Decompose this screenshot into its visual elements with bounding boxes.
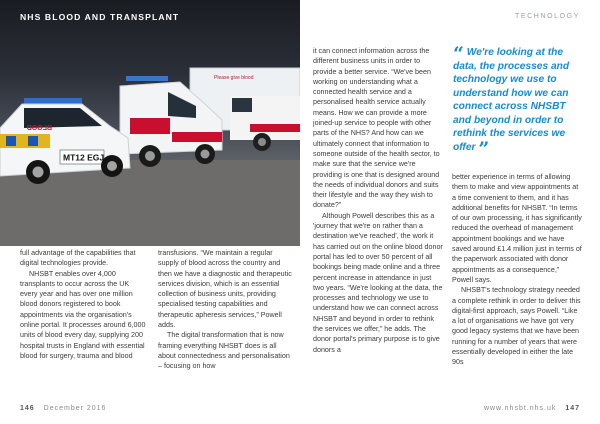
article-column-4	[452, 172, 582, 368]
front-car	[0, 98, 130, 184]
article-column-2	[158, 248, 294, 372]
van-sign-text: Please give blood	[214, 75, 254, 81]
magazine-section-title: NHS BLOOD AND TRANSPLANT	[20, 12, 180, 22]
close-quote-icon: ”	[478, 137, 490, 160]
light-bar	[126, 76, 168, 81]
issue-date: December 2016	[43, 405, 107, 412]
open-quote-icon: “	[453, 43, 464, 65]
page-number-right: 147	[565, 405, 580, 412]
paragraph: full advantage of the capabilities that digital technologies provide.	[20, 249, 136, 268]
paragraph: NHSBT enables over 4,000 transplants to occur across the UK every year and has over one million blood donors registered to book appointments via the organisation's online portal. It processes around 6,000 units of blood every day, supplying 200 hospital trusts in England with essential blood for surgery, trauma and blood	[20, 269, 146, 360]
paragraph: Although Powell describes this as a 'journey that we're on rather than a destination we've reached', the work it has carried out on the online blood donor portal has led to over 50 percent of all bookings being made online and a three percent increase in attendance in just two years. “We're looking at the data, the processes and technology we use to understand how we can connect across NHSBT and beyond in order to rethink the services we offer,” he adds. The donor portal's primary purpose is to give donors a	[313, 211, 443, 354]
vehicles-illustration	[0, 0, 300, 246]
footer-left	[20, 405, 106, 412]
paragraph: NHSBT's technology strategy needed a complete rethink in order to deliver this digital-first approach, says Powell. “Like a lot of organisations we have got very good legacy systems that we have been running for a number of years that were essentially developed in either the late 90s	[452, 286, 581, 367]
pull-quote-text: We're looking at the data, the processes and technology we use to understand how we can connect across NHSBT and beyond in order to rethink the services we offer	[453, 47, 570, 153]
article-column-3	[313, 46, 443, 355]
pull-quote	[453, 43, 585, 160]
reversed-blood-label: BLOOD	[26, 125, 52, 132]
paragraph: better experience in terms of allowing them to make and view appointments at a time convenient to them, and it has additional benefits for NHSBT. “In terms of our own processing, it has significantly reduced the overhead of management appointment bookings and we have saved around £1.4 million just in terms of the paperwork associated with donor appointments as a consequence,” Powell says.	[452, 173, 582, 284]
article-column-1	[20, 248, 148, 361]
section-label: TECHNOLOGY	[514, 13, 580, 20]
paragraph: it can connect information across the different business units in order to provide a better service. “We've been working on understanding what a connected health service and a personalised health service actually means. How we can provide a more joined-up service to people with other parts of the NHS? And how can we ultimately connect that information to someone outside of the health sector, to make sure that the service we're providing is one that is designed around the needs of individual donors and suits their lifestyle and the way they wish to donate?”	[313, 47, 440, 210]
paragraph: transfusions. “We maintain a regular supply of blood across the country and then we have a diagnostic and therapeutic services division, which is an essential collection of business units, providing specialised testing capabilities and therapeutic apheresis services,” Powell adds.	[158, 249, 292, 330]
footer-right	[484, 405, 580, 412]
paragraph: The digital transformation that is now framing everything NHSBT does is all about connectedness and personalisation – focusing on how	[158, 331, 290, 371]
red-stripe	[130, 118, 170, 134]
blood-service-vehicles-photo	[0, 0, 300, 246]
blue-light-bar	[24, 98, 82, 104]
website-url: www.nhsbt.nhs.uk	[483, 405, 557, 412]
number-plate-text: MT12 EGJ	[63, 152, 105, 163]
page-number-left: 146	[20, 405, 35, 412]
